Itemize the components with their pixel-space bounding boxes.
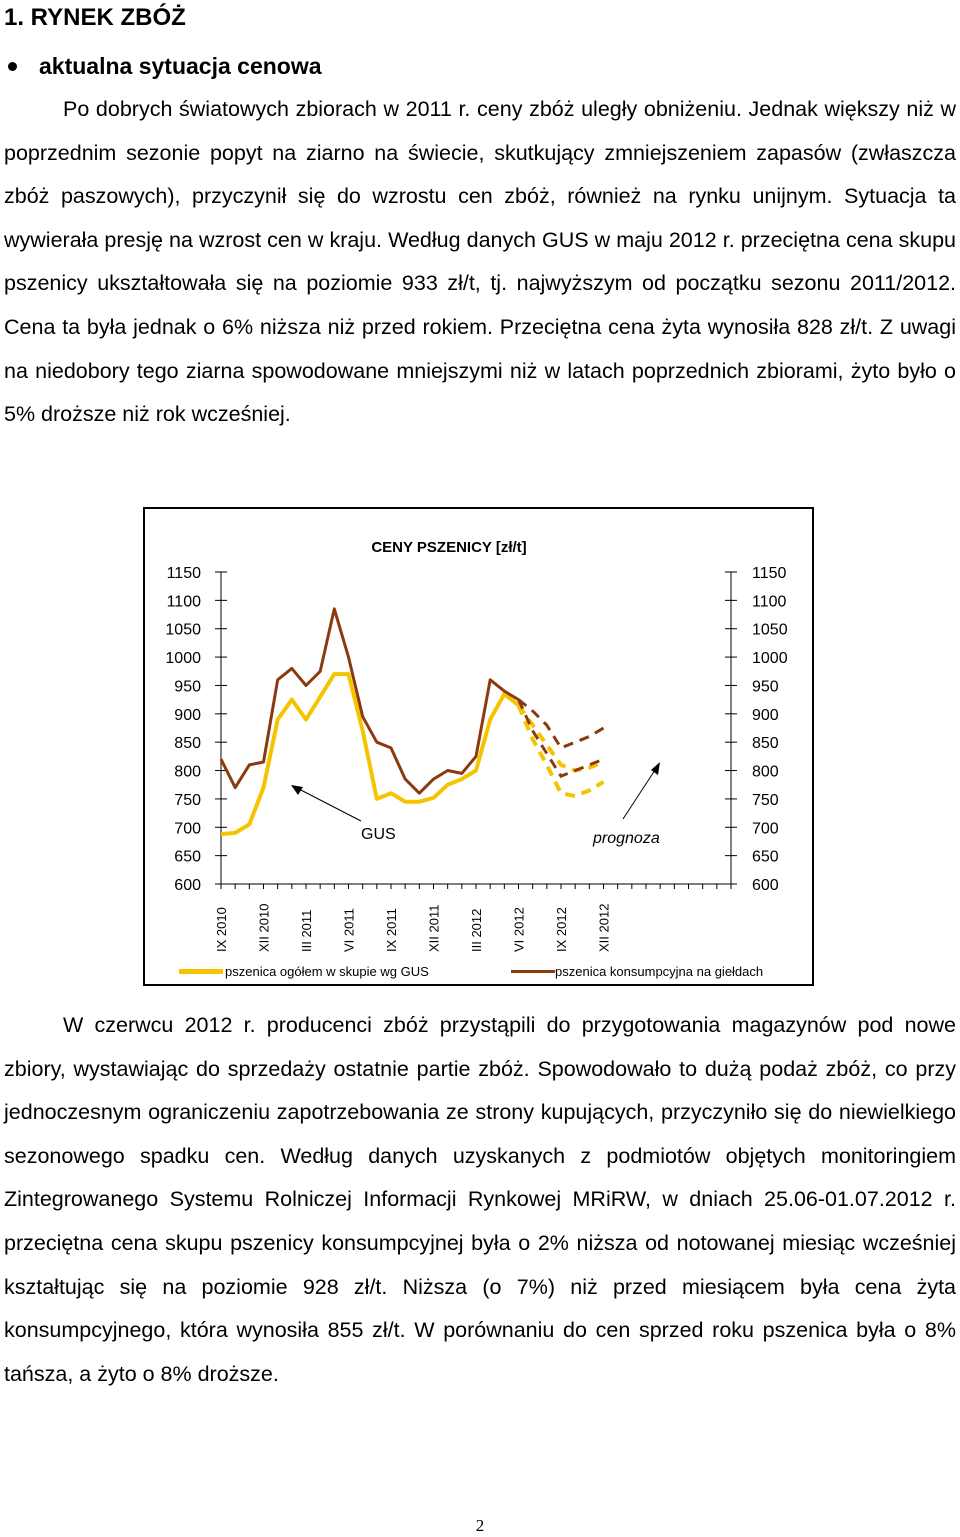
chart-title: CENY PSZENICY [zł/t] bbox=[371, 539, 527, 556]
section-heading: 1. RYNEK ZBÓŻ bbox=[4, 4, 186, 31]
chart-canvas bbox=[145, 509, 812, 984]
y-tick-label-right: 1000 bbox=[752, 650, 788, 668]
paragraph-1: Po dobrych światowych zbiorach w 2011 r. ceny zbóż uległy obniżeniu. Jednak większy niż w poprzednim sezonie popyt na ziarno na świecie, skutkujący zmniejszeniem zapasów (zwłaszcza zbóż paszowych), przyczynił się do wzrostu cen zbóż, również na rynku unijnym. Sytuacja ta wywierała presję na wzrost cen w kraju. Według danych GUS w maju 2012 r. przeciętna cena skupu pszenicy ukształtowała się na poziomie 933 zł/t, tj. najwyższym od początku sezonu 2011/2012. Cena ta była jednak o 6% niższa niż przed rokiem. Przeciętna cena żyta wynosiła 828 zł/t. Z uwagi na niedobory tego ziarna spowodowane mniejszymi niż w latach poprzednich zbiorami, żyto było o 5% droższe niż rok wcześniej. bbox=[4, 97, 956, 427]
y-tick-label-right: 900 bbox=[752, 706, 779, 724]
y-tick-label-left: 1050 bbox=[165, 621, 201, 639]
wheat-price-chart bbox=[143, 507, 814, 986]
annotation-prognoza-arrowhead bbox=[651, 762, 660, 775]
page-number: 2 bbox=[475, 1516, 485, 1535]
x-tick-label: XII 2012 bbox=[596, 903, 612, 952]
y-tick-label-left: 900 bbox=[174, 706, 201, 724]
y-tick-label-left: 950 bbox=[174, 678, 201, 696]
bullet-dot-icon bbox=[8, 62, 17, 71]
legend-label-gus: pszenica ogółem w skupie wg GUS bbox=[225, 964, 429, 979]
y-tick-label-right: 600 bbox=[752, 877, 779, 894]
annotation-prognoza-arrow bbox=[623, 767, 657, 819]
y-tick-label-right: 1100 bbox=[752, 593, 787, 611]
paragraph-2: W czerwcu 2012 r. producenci zbóż przystąpili do przygotowania magazynów pod nowe zbiory, wystawiając do sprzedaży ostatnie partie zbóż. Spowodowało to dużą podaż zbóż, co przy jednoczesnym ograniczeniu zapotrzebowania ze strony kupujących, przyczyniło się do niewielkiego sezonowego spadku cen. Według danych uzyskanych z podmiotów objętych monitoringiem Zintegrowanego Systemu Rolniczej Informacji Rynkowej MRiRW, w dniach 25.06-01.07.2012 r. przeciętna cena skupu pszenicy konsumpcyjnej była o 2% niższa od notowanej miesiąc wcześniej kształtując się na poziomie 928 zł/t. Niższa (o 7%) niż przed miesiącem była cena żyta konsumpcyjnego, która wynosiła 855 zł/t. W porównaniu do cen sprzed roku pszenica była o 8% tańsza, a żyto o 8% droższe. bbox=[4, 1013, 956, 1386]
x-tick-label: XII 2011 bbox=[426, 904, 442, 952]
x-tick-label: IX 2011 bbox=[384, 908, 399, 952]
y-tick-label-right: 650 bbox=[752, 848, 779, 866]
y-tick-label-right: 1050 bbox=[752, 621, 788, 639]
annotation-prognoza: prognoza bbox=[593, 830, 660, 847]
y-tick-label-right: 800 bbox=[752, 763, 779, 781]
annotation-gus-arrow bbox=[295, 787, 361, 821]
bullet-text: aktualna sytuacja cenowa bbox=[39, 53, 322, 79]
x-tick-label: XII 2010 bbox=[256, 903, 272, 952]
bullet-item bbox=[4, 53, 322, 80]
y-tick-label-left: 650 bbox=[174, 848, 201, 866]
y-tick-label-right: 750 bbox=[752, 791, 779, 809]
y-tick-label-left: 800 bbox=[174, 763, 201, 781]
x-tick-label: VI 2012 bbox=[511, 907, 527, 952]
legend-swatch-exchange bbox=[511, 970, 555, 973]
y-tick-label-left: 750 bbox=[174, 791, 201, 809]
y-tick-label-left: 850 bbox=[174, 735, 201, 753]
legend-swatch-gus bbox=[179, 969, 223, 974]
y-tick-label-left: 700 bbox=[174, 820, 201, 838]
annotation-gus: GUS bbox=[361, 826, 396, 843]
x-tick-label: IX 2010 bbox=[214, 907, 229, 952]
y-tick-label-right: 950 bbox=[752, 678, 779, 696]
y-tick-label-right: 850 bbox=[752, 735, 779, 753]
y-tick-label-right: 1150 bbox=[752, 565, 787, 582]
y-tick-label-left: 1000 bbox=[165, 650, 201, 668]
x-tick-label: III 2011 bbox=[299, 909, 314, 952]
forecast-line bbox=[519, 705, 604, 796]
legend-label-exchange: pszenica konsumpcyjna na giełdach bbox=[555, 964, 764, 979]
x-tick-label: III 2012 bbox=[469, 908, 484, 952]
x-tick-label: IX 2012 bbox=[554, 907, 569, 952]
x-tick-label: VI 2011 bbox=[341, 908, 357, 952]
y-tick-label-left: 1100 bbox=[166, 593, 201, 611]
y-tick-label-left: 600 bbox=[174, 877, 201, 894]
y-tick-label-right: 700 bbox=[752, 820, 779, 838]
y-tick-label-left: 1150 bbox=[166, 565, 201, 582]
